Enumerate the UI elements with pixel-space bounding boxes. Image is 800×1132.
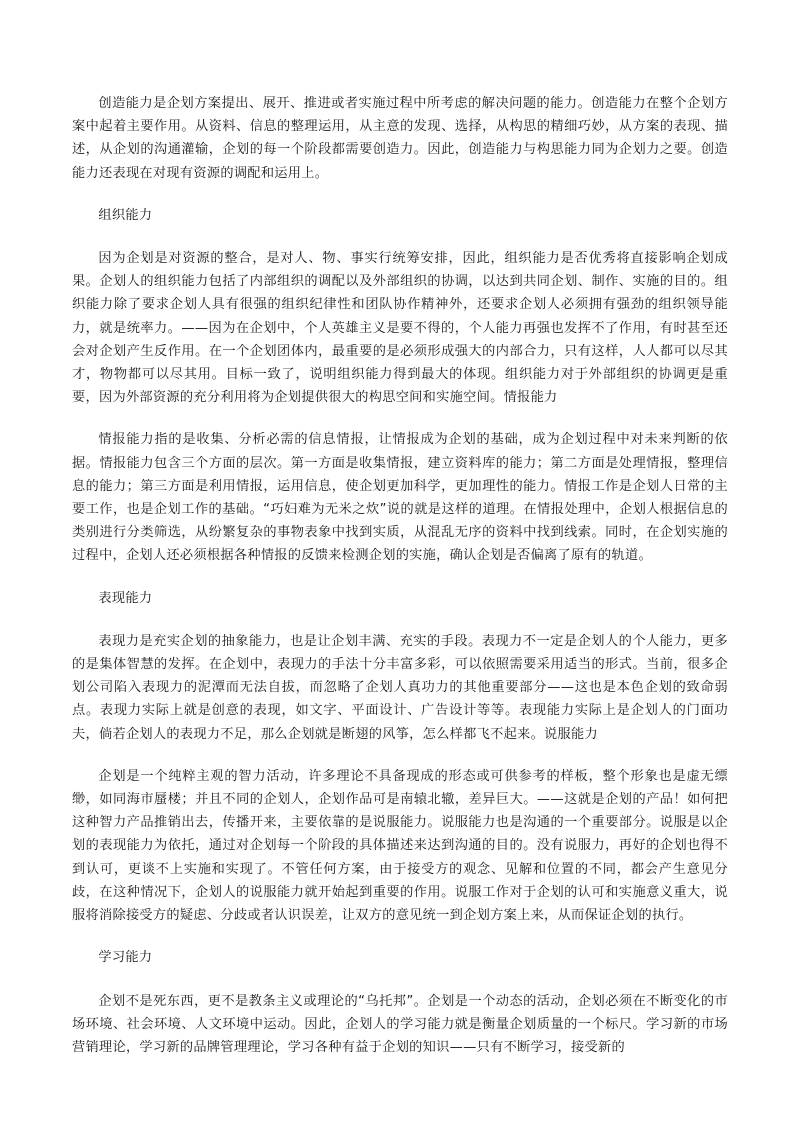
paragraph-expression: 表现力是充实企划的抽象能力，也是让企划丰满、充实的手段。表现力不一定是企划人的个人能力，更多的是集体智慧的发挥。在企划中，表现力的手法十分丰富多彩，可以依照需要采用适当的形式。当前，很多企划公司陷入表现力的泥潭而无法自拔，而忽略了企划人真功力的其他重要部分——这也是本色企划的致命弱点。表现力实际上就是创意的表现，如文字、平面设计、广告设计等等。表现能力实际上是企划人的门面功夫，倘若企划人的表现力不足，那么企划就是断翅的风筝，怎么样都飞不起来。说服能力 <box>72 633 728 742</box>
paragraph-creativity: 创造能力是企划方案提出、展开、推进或者实施过程中所考虑的解决问题的能力。创造能力在整个企划方案中起着主要作用。从资料、信息的整理运用，从主意的发现、选择，从构思的精细巧妙，从方案的表现、描述，从企划的沟通灌输，企划的每一个阶段都需要创造力。因此，创造能力与构思能力同为企划力之要。创造能力还表现在对现有资源的调配和运用上。 <box>72 96 728 181</box>
paragraph-intelligence: 情报能力指的是收集、分析必需的信息情报，让情报成为企划的基础，成为企划过程中对未来判断的依据。情报能力包含三个方面的层次。第一方面是收集情报，建立资料库的能力；第二方面是处理情报，整理信息的能力；第三方面是利用情报，运用信息，使企划更加科学，更加理性的能力。情报工作是企划人日常的主要工作，也是企划工作的基础。“巧妇难为无米之炊”说的就是这样的道理。在情报处理中，企划人根据信息的类别进行分类筛选，从纷繁复杂的事物表象中找到实质，从混乱无序的资料中找到线索。同时，在企划实施的过程中，企划人还必须根据各种情报的反馈来检测企划的实施，确认企划是否偏离了原有的轨道。 <box>72 432 728 564</box>
section-heading-learning: 学习能力 <box>98 950 153 966</box>
paragraph-organization: 因为企划是对资源的整合，是对人、物、事实行统筹安排，因此，组织能力是否优秀将直接影响企划成果。企划人的组织能力包括了内部组织的调配以及外部组织的协调，以达到共同企划、制作、实施的目的。组织能力除了要求企划人具有很强的组织纪律性和团队协作精神外，还要求企划人必须拥有强劲的组织领导能力，就是统率力。——因为在企划中，个人英雄主义是要不得的，个人能力再强也发挥不了作用，有时甚至还会对企划产生反作用。在一个企划团体内，最重要的是必须形成强大的内部合力，只有这样，人人都可以尽其才，物物都可以尽其用。目标一致了，说明组织能力得到最大的体现。组织能力对于外部组织的协调更是重要，因为外部资源的充分利用将为企划提供很大的构思空间和实施空间。情报能力 <box>72 251 728 406</box>
section-heading-organization: 组织能力 <box>98 207 153 223</box>
document-page <box>72 92 728 1059</box>
paragraph-learning: 企划不是死东西，更不是教条主义或理论的“乌托邦”。企划是一个动态的活动，企划必须在不断变化的市场环境、社会环境、人文环境中运动。因此，企划人的学习能力就是衡量企划质量的一个标尺。学习新的市场营销理论，学习新的品牌管理理论，学习各种有益于企划的知识——只有不断学习，接受新的 <box>72 993 728 1055</box>
paragraph-persuasion: 企划是一个纯粹主观的智力活动，许多理论不具备现成的形态或可供参考的样板，整个形象也是虚无缥缈，如同海市蜃楼；并且不同的企划人，企划作品可是南辕北辙，差异巨大。——这就是企划的产品！如何把这种智力产品推销出去，传播开来，主要依靠的是说服能力。说服能力也是沟通的一个重要部分。说服是以企划的表现能力为依托，通过对企划每一个阶段的具体描述来达到沟通的目的。没有说服力，再好的企划也得不到认可，更谈不上实施和实现了。不管任何方案，由于接受方的观念、见解和位置的不同，都会产生意见分歧，在这种情况下，企划人的说服能力就开始起到重要的作用。说服工作对于企划的认可和实施意义重大，说服将消除接受方的疑虑、分歧或者认识误差，让双方的意见统一到企划方案上来，从而保证企划的执行。 <box>72 768 728 924</box>
section-heading-expression: 表现能力 <box>98 590 153 606</box>
